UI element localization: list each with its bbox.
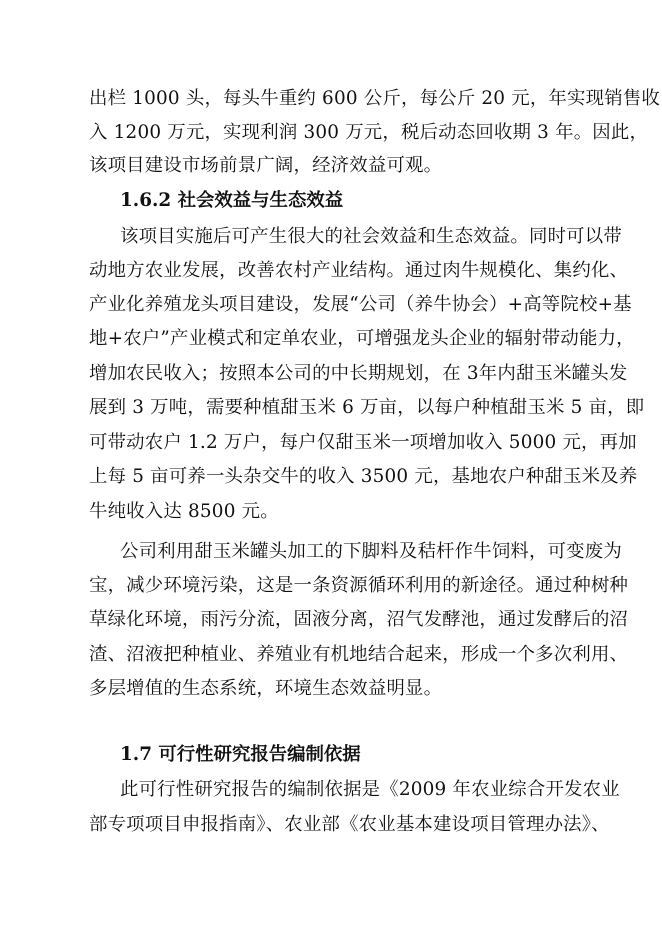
intro-line-1: 出栏 1000 头，每头牛重约 600 公斤，每公斤 20 元，年实现销售收: [89, 88, 660, 109]
intro-line-2: 入 1200 万元，实现利润 300 万元，税后动态回收期 3 年。因此，: [89, 122, 649, 143]
section-heading-1-6-2: 1.6.2 社会效益与生态效益: [120, 190, 344, 211]
section-162-p2-line-3: 草绿化环境，雨污分流，固液分离，沼气发酵池，通过发酵后的沼: [89, 609, 629, 630]
section-162-p1-line-7: 可带动农户 1.2 万户，每户仅甜玉米一项增加收入 5000 元，再加: [89, 432, 637, 453]
section-162-p1-line-1: 该项目实施后可产生很大的社会效益和生态效益。同时可以带: [120, 226, 622, 247]
section-162-p2-line-5: 多层增值的生态系统，环境生态效益明显。: [89, 678, 443, 699]
section-162-p1-line-4: 地+农户”产业模式和定单农业，可增强龙头企业的辐射带动能力，: [89, 328, 635, 349]
section-17-p1-line-1: 此可行性研究报告的编制依据是《2009 年农业综合开发农业: [120, 779, 620, 800]
section-heading-1-7: 1.7 可行性研究报告编制依据: [120, 744, 361, 765]
section-162-p1-line-2: 动地方农业发展，改善农村产业结构。通过肉牛规模化、集约化、: [89, 260, 629, 281]
section-162-p1-line-6: 展到 3 万吨，需要种植甜玉米 6 万亩，以每户种植甜玉米 5 亩，即: [89, 397, 645, 418]
section-162-p1-line-8: 上每 5 亩可养一头杂交牛的收入 3500 元，基地农户种甜玉米及养: [89, 466, 638, 487]
section-162-p2-line-4: 渣、沼液把种植业、养殖业有机地结合起来，形成一个多次利用、: [89, 644, 629, 665]
section-162-p1-line-9: 牛纯收入达 8500 元。: [89, 501, 279, 522]
section-162-p1-line-3: 产业化养殖龙头项目建设，发展“公司（养牛协会）+高等院校+基: [89, 294, 632, 315]
section-162-p1-line-5: 增加农民收入；按照本公司的中长期规划，在 3年内甜玉米罐头发: [89, 363, 628, 384]
section-162-p2-line-2: 宝，减少环境污染，这是一条资源循环利用的新途径。通过种树种: [89, 575, 629, 596]
section-17-p1-line-2: 部专项项目申报指南》、农业部《农业基本建设项目管理办法》、: [89, 814, 610, 835]
section-162-p2-line-1: 公司利用甜玉米罐头加工的下脚料及秸杆作牛饲料，可变废为: [120, 541, 622, 562]
intro-line-3: 该项目建设市场前景广阔，经济效益可观。: [89, 155, 443, 176]
